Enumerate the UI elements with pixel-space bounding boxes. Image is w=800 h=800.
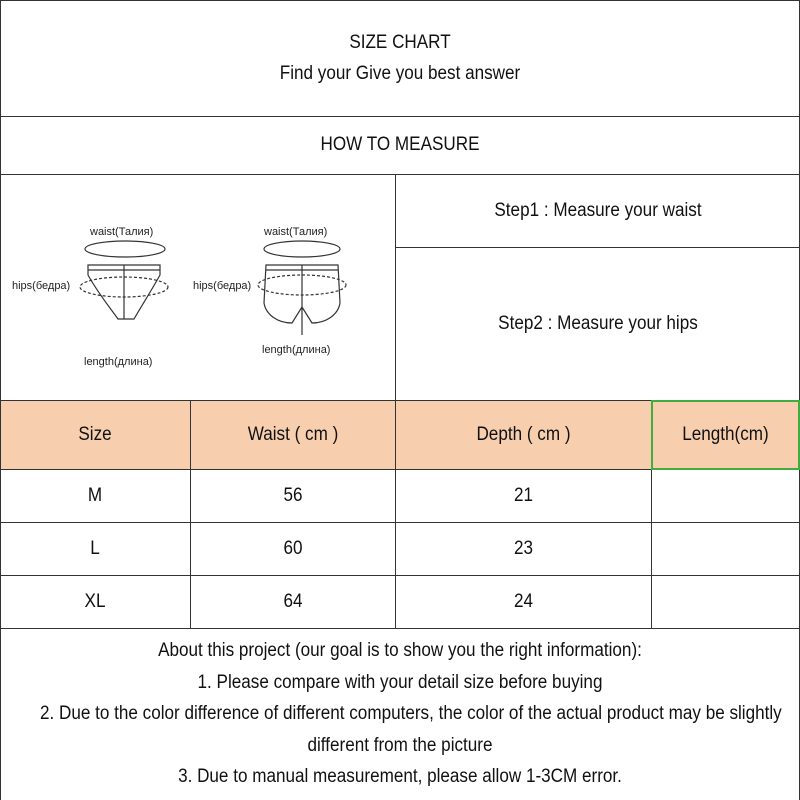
measure-diagram bbox=[0, 175, 394, 399]
table-cell-depth: 24 bbox=[513, 591, 534, 612]
step2-text: Step2 : Measure your hips bbox=[498, 313, 698, 334]
table-cell-waist: 56 bbox=[283, 485, 303, 506]
col-header-length: Length(cm) bbox=[682, 424, 769, 445]
notes-line2-cont: different from the picture bbox=[307, 735, 493, 756]
page-subtitle: Find your Give you best answer bbox=[279, 63, 521, 84]
grid-line bbox=[0, 575, 800, 576]
brief-garment-icon bbox=[80, 241, 168, 319]
brief-length-label: length(длина) bbox=[84, 356, 153, 368]
brief-hips-label: hips(бедра) bbox=[12, 280, 71, 292]
notes-line2: 2. Due to the color difference of different computers, the color of the actual product may be slightly bbox=[40, 703, 782, 724]
table-cell-size: L bbox=[90, 538, 100, 559]
col-header-depth: Depth ( cm ) bbox=[476, 424, 571, 445]
col-header-waist: Waist ( cm ) bbox=[247, 424, 339, 445]
grid-line bbox=[0, 116, 800, 117]
grid-line bbox=[190, 400, 191, 628]
boxer-length-label: length(длина) bbox=[262, 344, 331, 356]
notes-line3: 3. Due to manual measurement, please allow 1-3CM error. bbox=[178, 766, 622, 787]
brief-waist-label: waist(Талия) bbox=[90, 226, 154, 238]
table-cell-size: XL bbox=[84, 591, 106, 612]
page-title: SIZE CHART bbox=[349, 32, 451, 53]
boxer-hips-label: hips(бедра) bbox=[193, 280, 252, 292]
table-cell-waist: 60 bbox=[283, 538, 303, 559]
table-cell-depth: 23 bbox=[513, 538, 534, 559]
grid-line bbox=[0, 628, 800, 629]
table-cell-waist: 64 bbox=[283, 591, 303, 612]
table-cell-size: M bbox=[87, 485, 103, 506]
grid-line bbox=[0, 0, 800, 1]
step1-text: Step1 : Measure your waist bbox=[494, 200, 702, 221]
grid-line bbox=[0, 0, 1, 800]
how-to-measure-heading: HOW TO MEASURE bbox=[320, 134, 480, 155]
boxer-garment-icon bbox=[258, 241, 346, 335]
grid-line bbox=[395, 247, 800, 248]
grid-line bbox=[0, 522, 800, 523]
notes-line1: 1. Please compare with your detail size before buying bbox=[197, 672, 603, 693]
col-header-size: Size bbox=[78, 424, 112, 445]
notes-intro: About this project (our goal is to show you the right information): bbox=[158, 640, 642, 661]
length-header-highlight bbox=[651, 400, 800, 470]
grid-line bbox=[395, 174, 396, 628]
table-cell-depth: 21 bbox=[513, 485, 534, 506]
boxer-waist-label: waist(Талия) bbox=[264, 226, 328, 238]
